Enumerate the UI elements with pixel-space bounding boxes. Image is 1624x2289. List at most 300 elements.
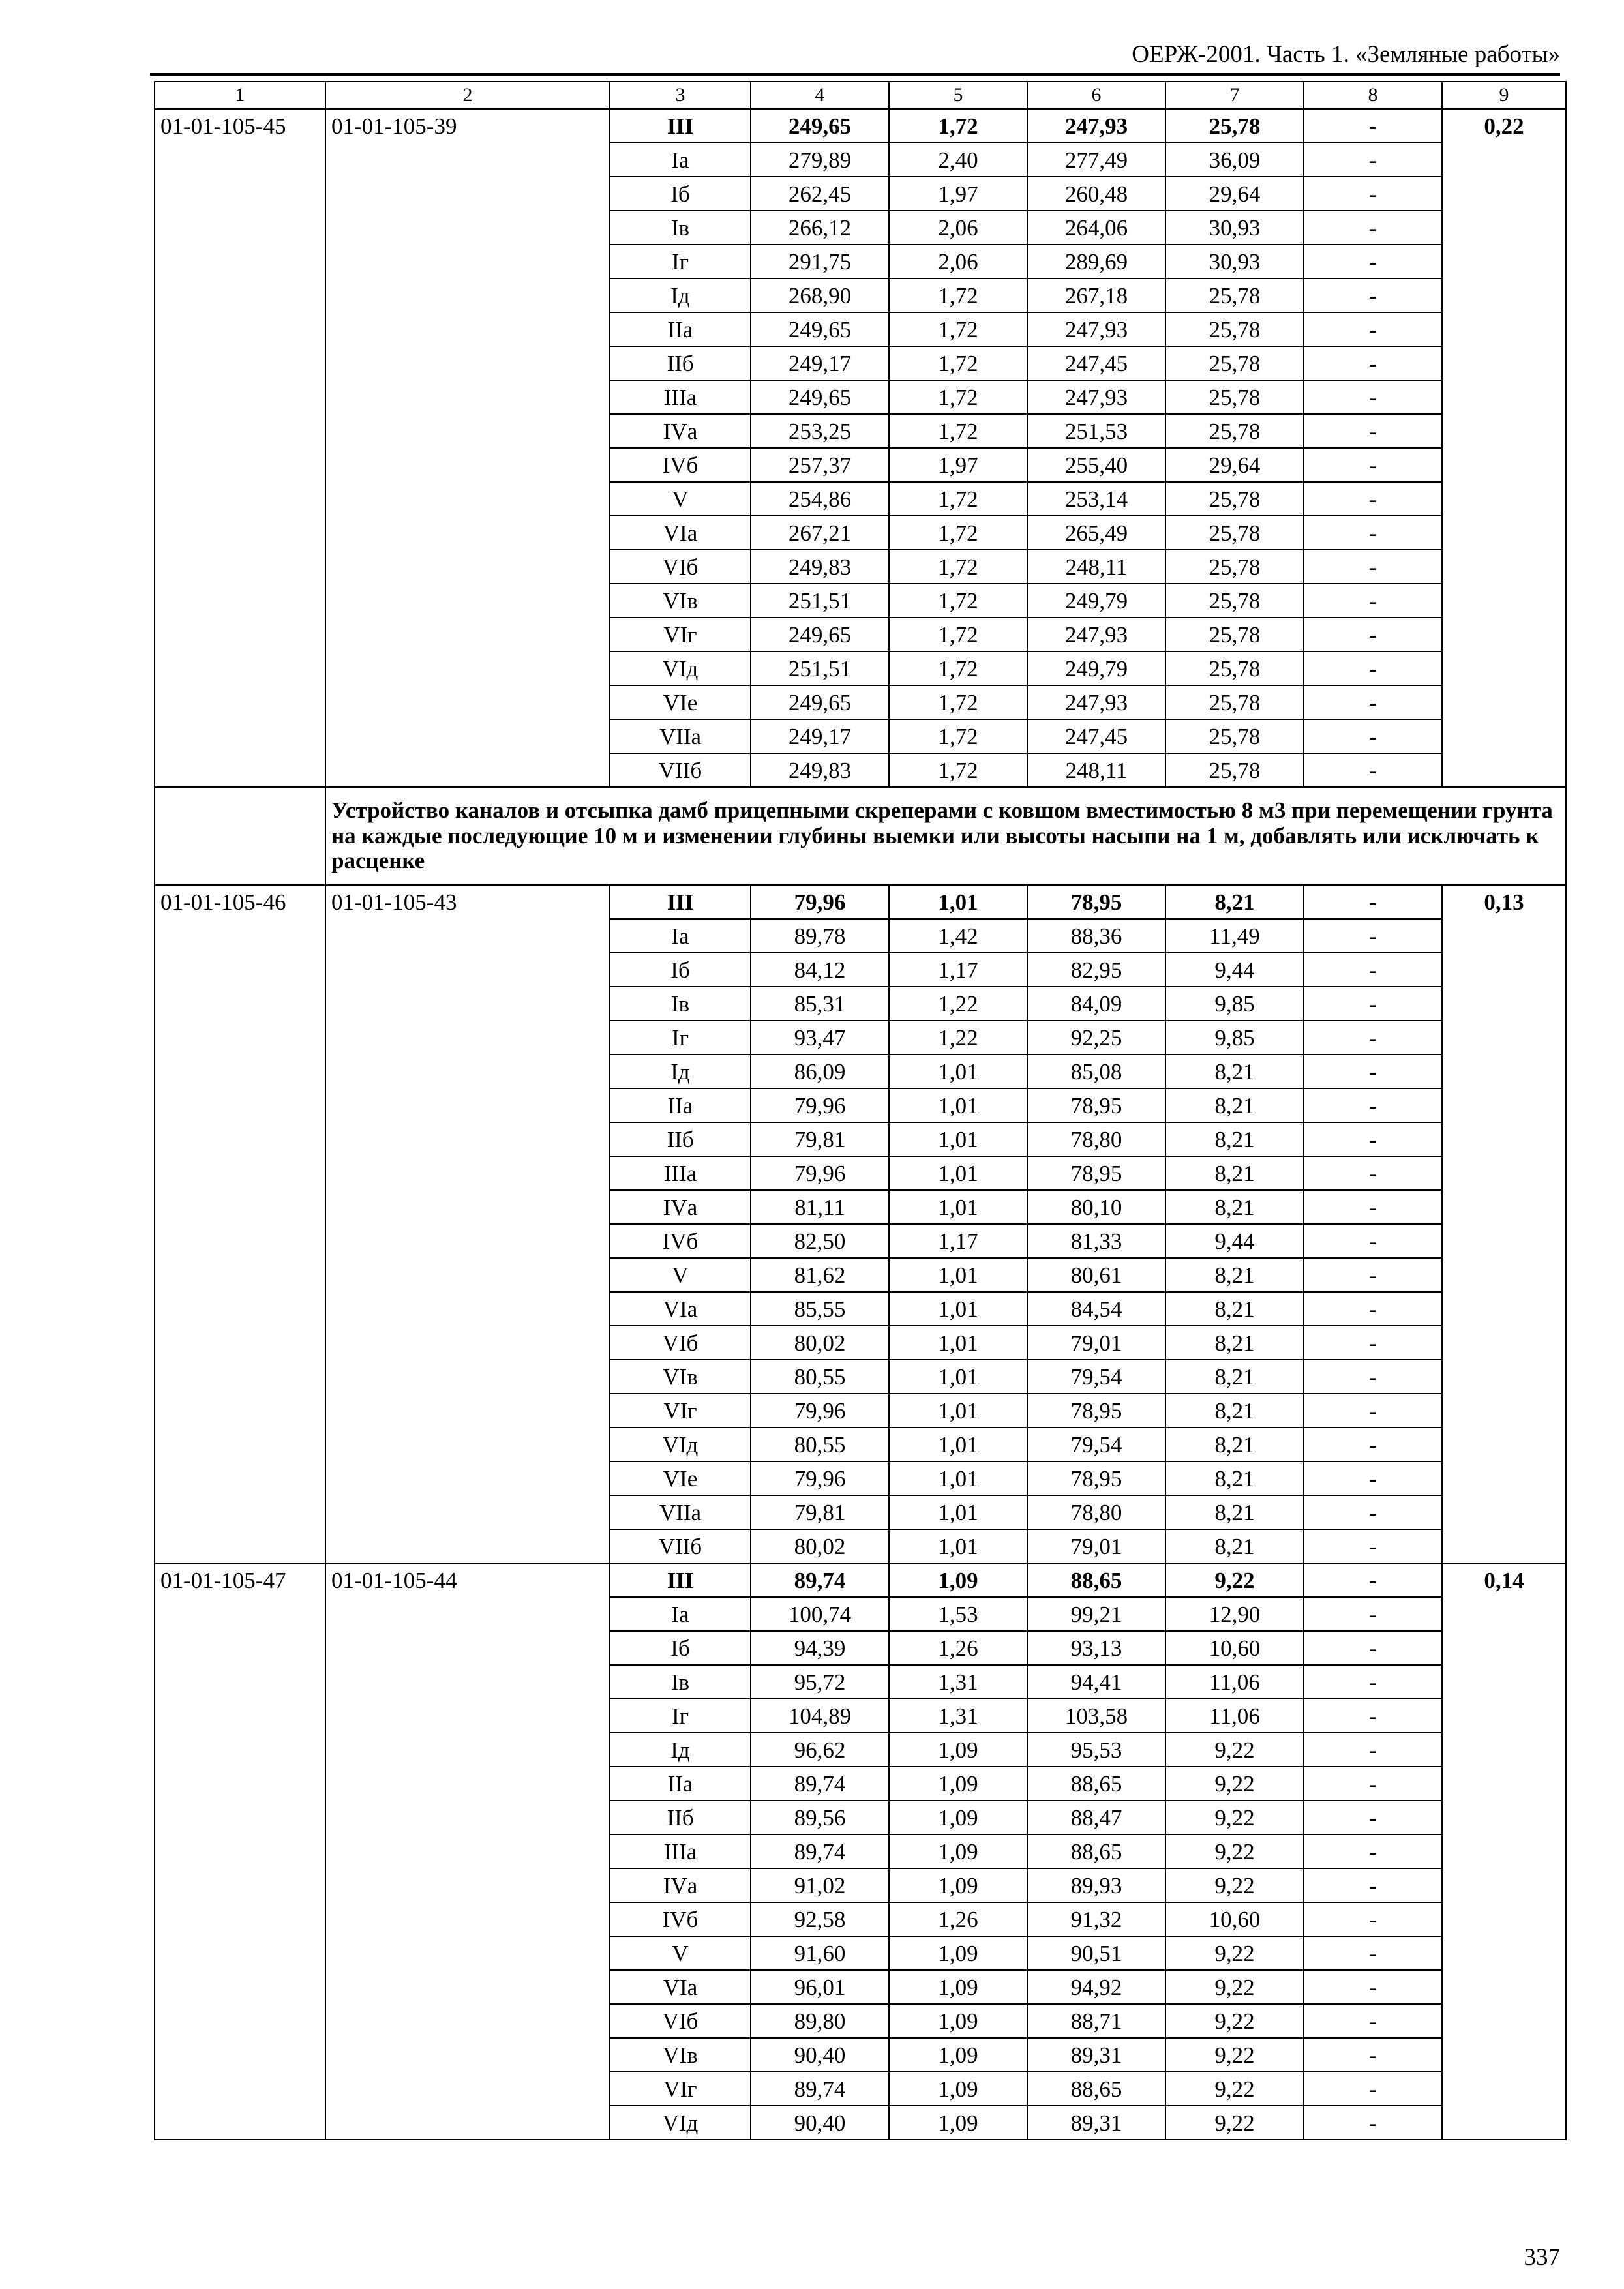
value-cell: 79,81 bbox=[751, 1495, 889, 1529]
page-header: ОЕРЖ-2001. Часть 1. «Земляные работы» bbox=[1132, 41, 1560, 68]
value-cell: 267,18 bbox=[1027, 278, 1165, 312]
value-cell: 89,80 bbox=[751, 2004, 889, 2038]
value-cell: 1,72 bbox=[889, 414, 1027, 448]
value-cell: 277,49 bbox=[1027, 143, 1165, 177]
value-cell: - bbox=[1304, 1902, 1442, 1936]
column-number: 8 bbox=[1304, 82, 1442, 109]
value-cell: 90,40 bbox=[751, 2106, 889, 2140]
value-cell: 1,72 bbox=[889, 753, 1027, 787]
value-cell: 1,01 bbox=[889, 1326, 1027, 1360]
value-cell: 29,64 bbox=[1165, 177, 1304, 211]
labor-cost-cell: 0,22 bbox=[1442, 109, 1566, 787]
value-cell: 92,25 bbox=[1027, 1021, 1165, 1055]
value-cell: 8,21 bbox=[1165, 1292, 1304, 1326]
value-cell: 249,83 bbox=[751, 753, 889, 787]
value-cell: 84,54 bbox=[1027, 1292, 1165, 1326]
value-cell: 25,78 bbox=[1165, 414, 1304, 448]
zone-cell: VIIб bbox=[610, 1529, 751, 1563]
zone-cell: Iд bbox=[610, 278, 751, 312]
zone-cell: VIг bbox=[610, 2072, 751, 2106]
value-cell: - bbox=[1304, 1428, 1442, 1461]
value-cell: 78,80 bbox=[1027, 1122, 1165, 1156]
value-cell: 1,01 bbox=[889, 1055, 1027, 1088]
value-cell: 9,22 bbox=[1165, 2004, 1304, 2038]
value-cell: - bbox=[1304, 1292, 1442, 1326]
value-cell: 25,78 bbox=[1165, 584, 1304, 618]
value-cell: 247,93 bbox=[1027, 618, 1165, 651]
column-number: 1 bbox=[155, 82, 325, 109]
value-cell: 1,09 bbox=[889, 1970, 1027, 2004]
value-cell: 249,79 bbox=[1027, 584, 1165, 618]
value-cell: 78,95 bbox=[1027, 885, 1165, 919]
value-cell: 85,31 bbox=[751, 987, 889, 1021]
column-number: 4 bbox=[751, 82, 889, 109]
value-cell: 88,65 bbox=[1027, 2072, 1165, 2106]
value-cell: - bbox=[1304, 278, 1442, 312]
value-cell: 81,33 bbox=[1027, 1224, 1165, 1258]
value-cell: 8,21 bbox=[1165, 1326, 1304, 1360]
value-cell: - bbox=[1304, 346, 1442, 380]
value-cell: - bbox=[1304, 651, 1442, 685]
table-body bbox=[155, 82, 1566, 2140]
value-cell: - bbox=[1304, 1529, 1442, 1563]
value-cell: 9,22 bbox=[1165, 2038, 1304, 2072]
value-cell: 264,06 bbox=[1027, 211, 1165, 245]
value-cell: 1,01 bbox=[889, 1258, 1027, 1292]
value-cell: - bbox=[1304, 618, 1442, 651]
value-cell: 8,21 bbox=[1165, 1529, 1304, 1563]
value-cell: 1,72 bbox=[889, 651, 1027, 685]
base-rate-code-cell: 01-01-105-39 bbox=[325, 109, 610, 787]
value-cell: 9,22 bbox=[1165, 1868, 1304, 1902]
value-cell: - bbox=[1304, 2038, 1442, 2072]
value-cell: 9,85 bbox=[1165, 987, 1304, 1021]
value-cell: 1,17 bbox=[889, 1224, 1027, 1258]
rate-code-cell: 01-01-105-45 bbox=[155, 109, 325, 787]
value-cell: 249,17 bbox=[751, 719, 889, 753]
value-cell: - bbox=[1304, 1868, 1442, 1902]
value-cell: 1,09 bbox=[889, 1868, 1027, 1902]
value-cell: - bbox=[1304, 685, 1442, 719]
value-cell: 1,01 bbox=[889, 1360, 1027, 1394]
value-cell: 79,54 bbox=[1027, 1360, 1165, 1394]
value-cell: 1,17 bbox=[889, 953, 1027, 987]
zone-cell: III bbox=[610, 109, 751, 143]
value-cell: 25,78 bbox=[1165, 516, 1304, 550]
value-cell: 9,22 bbox=[1165, 1563, 1304, 1597]
value-cell: 249,65 bbox=[751, 109, 889, 143]
value-cell: 80,02 bbox=[751, 1529, 889, 1563]
value-cell: 92,58 bbox=[751, 1902, 889, 1936]
zone-cell: Iб bbox=[610, 1631, 751, 1665]
value-cell: 79,96 bbox=[751, 1461, 889, 1495]
value-cell: - bbox=[1304, 753, 1442, 787]
value-cell: 253,25 bbox=[751, 414, 889, 448]
description-blank-cell bbox=[155, 787, 325, 885]
value-cell: 279,89 bbox=[751, 143, 889, 177]
value-cell: 11,06 bbox=[1165, 1665, 1304, 1699]
base-rate-code-cell: 01-01-105-44 bbox=[325, 1563, 610, 2140]
value-cell: 248,11 bbox=[1027, 550, 1165, 584]
value-cell: 25,78 bbox=[1165, 618, 1304, 651]
value-cell: 88,71 bbox=[1027, 2004, 1165, 2038]
zone-cell: IIIа bbox=[610, 1834, 751, 1868]
value-cell: 79,96 bbox=[751, 1394, 889, 1428]
value-cell: 88,65 bbox=[1027, 1767, 1165, 1801]
value-cell: 249,65 bbox=[751, 380, 889, 414]
value-cell: 79,81 bbox=[751, 1122, 889, 1156]
value-cell: - bbox=[1304, 1190, 1442, 1224]
value-cell: 89,74 bbox=[751, 1767, 889, 1801]
value-cell: 80,02 bbox=[751, 1326, 889, 1360]
zone-cell: IIб bbox=[610, 1801, 751, 1834]
value-cell: 80,55 bbox=[751, 1428, 889, 1461]
value-cell: 94,92 bbox=[1027, 1970, 1165, 2004]
value-cell: - bbox=[1304, 1495, 1442, 1529]
value-cell: 25,78 bbox=[1165, 685, 1304, 719]
value-cell: 1,09 bbox=[889, 1801, 1027, 1834]
zone-cell: V bbox=[610, 1258, 751, 1292]
value-cell: 1,01 bbox=[889, 1428, 1027, 1461]
value-cell: - bbox=[1304, 550, 1442, 584]
value-cell: 91,32 bbox=[1027, 1902, 1165, 1936]
value-cell: 93,47 bbox=[751, 1021, 889, 1055]
value-cell: 89,56 bbox=[751, 1801, 889, 1834]
value-cell: 25,78 bbox=[1165, 651, 1304, 685]
value-cell: - bbox=[1304, 1631, 1442, 1665]
zone-cell: IIа bbox=[610, 1767, 751, 1801]
zone-cell: Iв bbox=[610, 987, 751, 1021]
value-cell: 1,72 bbox=[889, 685, 1027, 719]
value-cell: 85,55 bbox=[751, 1292, 889, 1326]
value-cell: - bbox=[1304, 719, 1442, 753]
value-cell: 89,31 bbox=[1027, 2038, 1165, 2072]
value-cell: 89,93 bbox=[1027, 1868, 1165, 1902]
value-cell: - bbox=[1304, 1326, 1442, 1360]
rate-code-cell: 01-01-105-47 bbox=[155, 1563, 325, 2140]
value-cell: 89,31 bbox=[1027, 2106, 1165, 2140]
zone-cell: V bbox=[610, 1936, 751, 1970]
value-cell: - bbox=[1304, 177, 1442, 211]
zone-cell: VIа bbox=[610, 1970, 751, 2004]
value-cell: - bbox=[1304, 245, 1442, 278]
zone-cell: Iв bbox=[610, 211, 751, 245]
zone-cell: VIв bbox=[610, 2038, 751, 2072]
column-number: 3 bbox=[610, 82, 751, 109]
value-cell: 88,36 bbox=[1027, 919, 1165, 953]
rate-code-cell: 01-01-105-46 bbox=[155, 885, 325, 1563]
zone-cell: Iа bbox=[610, 143, 751, 177]
zone-cell: IVб bbox=[610, 1902, 751, 1936]
value-cell: 1,01 bbox=[889, 1156, 1027, 1190]
value-cell: 103,58 bbox=[1027, 1699, 1165, 1733]
value-cell: 289,69 bbox=[1027, 245, 1165, 278]
value-cell: - bbox=[1304, 1563, 1442, 1597]
value-cell: 247,93 bbox=[1027, 312, 1165, 346]
value-cell: 1,01 bbox=[889, 1495, 1027, 1529]
zone-cell: III bbox=[610, 885, 751, 919]
value-cell: - bbox=[1304, 1122, 1442, 1156]
value-cell: - bbox=[1304, 1088, 1442, 1122]
zone-cell: Iа bbox=[610, 1597, 751, 1631]
value-cell: - bbox=[1304, 482, 1442, 516]
value-cell: - bbox=[1304, 448, 1442, 482]
value-cell: 1,09 bbox=[889, 2004, 1027, 2038]
value-cell: 25,78 bbox=[1165, 346, 1304, 380]
zone-cell: VIд bbox=[610, 2106, 751, 2140]
value-cell: 1,72 bbox=[889, 380, 1027, 414]
value-cell: 1,72 bbox=[889, 516, 1027, 550]
value-cell: 1,01 bbox=[889, 885, 1027, 919]
value-cell: - bbox=[1304, 109, 1442, 143]
value-cell: 89,74 bbox=[751, 1563, 889, 1597]
value-cell: 8,21 bbox=[1165, 1055, 1304, 1088]
value-cell: 267,21 bbox=[751, 516, 889, 550]
value-cell: - bbox=[1304, 1394, 1442, 1428]
value-cell: 249,65 bbox=[751, 618, 889, 651]
value-cell: 81,62 bbox=[751, 1258, 889, 1292]
value-cell: 251,51 bbox=[751, 584, 889, 618]
value-cell: 100,74 bbox=[751, 1597, 889, 1631]
value-cell: - bbox=[1304, 1936, 1442, 1970]
zone-cell: Iг bbox=[610, 245, 751, 278]
value-cell: 79,96 bbox=[751, 1156, 889, 1190]
value-cell: 1,72 bbox=[889, 312, 1027, 346]
header-rule bbox=[150, 73, 1560, 76]
value-cell: 84,12 bbox=[751, 953, 889, 987]
value-cell: 78,95 bbox=[1027, 1156, 1165, 1190]
value-cell: 1,01 bbox=[889, 1122, 1027, 1156]
section-description: Устройство каналов и отсыпка дамб прицепными скреперами с ковшом вместимостью 8 м3 при перемещении грунта на каждые последующие 10 м и изменении глубины выемки или высоты насыпи на 1 м, добавлять или исключать к расценке bbox=[325, 787, 1566, 885]
value-cell: 93,13 bbox=[1027, 1631, 1165, 1665]
value-cell: 1,09 bbox=[889, 1834, 1027, 1868]
zone-cell: VIа bbox=[610, 1292, 751, 1326]
value-cell: 8,21 bbox=[1165, 1088, 1304, 1122]
zone-cell: IIIа bbox=[610, 1156, 751, 1190]
value-cell: 30,93 bbox=[1165, 211, 1304, 245]
value-cell: 1,09 bbox=[889, 1767, 1027, 1801]
value-cell: 1,01 bbox=[889, 1190, 1027, 1224]
value-cell: 94,41 bbox=[1027, 1665, 1165, 1699]
value-cell: - bbox=[1304, 1767, 1442, 1801]
value-cell: 248,11 bbox=[1027, 753, 1165, 787]
value-cell: 1,09 bbox=[889, 1733, 1027, 1767]
table-row bbox=[155, 109, 1566, 143]
value-cell: - bbox=[1304, 380, 1442, 414]
value-cell: 249,83 bbox=[751, 550, 889, 584]
value-cell: 1,72 bbox=[889, 618, 1027, 651]
value-cell: - bbox=[1304, 2072, 1442, 2106]
value-cell: 79,01 bbox=[1027, 1529, 1165, 1563]
zone-cell: IIIа bbox=[610, 380, 751, 414]
value-cell: 78,95 bbox=[1027, 1461, 1165, 1495]
value-cell: 9,22 bbox=[1165, 1733, 1304, 1767]
value-cell: - bbox=[1304, 2106, 1442, 2140]
value-cell: 78,95 bbox=[1027, 1088, 1165, 1122]
zone-cell: VIе bbox=[610, 1461, 751, 1495]
value-cell: 268,90 bbox=[751, 278, 889, 312]
value-cell: 25,78 bbox=[1165, 380, 1304, 414]
value-cell: 249,65 bbox=[751, 685, 889, 719]
labor-cost-cell: 0,14 bbox=[1442, 1563, 1566, 2140]
zone-cell: VIIа bbox=[610, 1495, 751, 1529]
value-cell: 247,93 bbox=[1027, 109, 1165, 143]
value-cell: 90,51 bbox=[1027, 1936, 1165, 1970]
zone-cell: IVб bbox=[610, 448, 751, 482]
value-cell: 247,93 bbox=[1027, 380, 1165, 414]
value-cell: 251,51 bbox=[751, 651, 889, 685]
value-cell: 1,72 bbox=[889, 719, 1027, 753]
value-cell: 25,78 bbox=[1165, 753, 1304, 787]
value-cell: 8,21 bbox=[1165, 1190, 1304, 1224]
value-cell: 9,22 bbox=[1165, 1970, 1304, 2004]
value-cell: 90,40 bbox=[751, 2038, 889, 2072]
value-cell: 1,72 bbox=[889, 346, 1027, 380]
section-description-row bbox=[155, 787, 1566, 885]
value-cell: 25,78 bbox=[1165, 482, 1304, 516]
value-cell: - bbox=[1304, 987, 1442, 1021]
zone-cell: VIIб bbox=[610, 753, 751, 787]
value-cell: 1,53 bbox=[889, 1597, 1027, 1631]
zone-cell: IIа bbox=[610, 312, 751, 346]
value-cell: 82,50 bbox=[751, 1224, 889, 1258]
column-number: 2 bbox=[325, 82, 610, 109]
value-cell: 249,17 bbox=[751, 346, 889, 380]
value-cell: - bbox=[1304, 211, 1442, 245]
value-cell: 96,62 bbox=[751, 1733, 889, 1767]
value-cell: 9,22 bbox=[1165, 2072, 1304, 2106]
value-cell: 1,01 bbox=[889, 1461, 1027, 1495]
zone-cell: Iб bbox=[610, 953, 751, 987]
value-cell: 1,72 bbox=[889, 109, 1027, 143]
value-cell: 89,74 bbox=[751, 2072, 889, 2106]
value-cell: 291,75 bbox=[751, 245, 889, 278]
value-cell: - bbox=[1304, 414, 1442, 448]
value-cell: 254,86 bbox=[751, 482, 889, 516]
value-cell: 1,42 bbox=[889, 919, 1027, 953]
value-cell: - bbox=[1304, 953, 1442, 987]
value-cell: 262,45 bbox=[751, 177, 889, 211]
value-cell: - bbox=[1304, 584, 1442, 618]
value-cell: 1,97 bbox=[889, 177, 1027, 211]
value-cell: 80,10 bbox=[1027, 1190, 1165, 1224]
value-cell: 8,21 bbox=[1165, 1428, 1304, 1461]
value-cell: 1,01 bbox=[889, 1292, 1027, 1326]
value-cell: 265,49 bbox=[1027, 516, 1165, 550]
zone-cell: VIд bbox=[610, 1428, 751, 1461]
value-cell: 96,01 bbox=[751, 1970, 889, 2004]
zone-cell: IIа bbox=[610, 1088, 751, 1122]
value-cell: 8,21 bbox=[1165, 885, 1304, 919]
value-cell: 1,31 bbox=[889, 1699, 1027, 1733]
value-cell: - bbox=[1304, 919, 1442, 953]
value-cell: 9,22 bbox=[1165, 1936, 1304, 1970]
value-cell: 89,78 bbox=[751, 919, 889, 953]
value-cell: 1,09 bbox=[889, 2106, 1027, 2140]
zone-cell: Iв bbox=[610, 1665, 751, 1699]
value-cell: - bbox=[1304, 1461, 1442, 1495]
value-cell: 86,09 bbox=[751, 1055, 889, 1088]
value-cell: 25,78 bbox=[1165, 109, 1304, 143]
table-row bbox=[155, 1563, 1566, 1597]
value-cell: 79,96 bbox=[751, 1088, 889, 1122]
base-rate-code-cell: 01-01-105-43 bbox=[325, 885, 610, 1563]
value-cell: 1,26 bbox=[889, 1902, 1027, 1936]
value-cell: - bbox=[1304, 1665, 1442, 1699]
zone-cell: IVб bbox=[610, 1224, 751, 1258]
value-cell: 99,21 bbox=[1027, 1597, 1165, 1631]
value-cell: 1,72 bbox=[889, 482, 1027, 516]
value-cell: 9,44 bbox=[1165, 953, 1304, 987]
value-cell: - bbox=[1304, 1834, 1442, 1868]
value-cell: 1,22 bbox=[889, 1021, 1027, 1055]
value-cell: 12,90 bbox=[1165, 1597, 1304, 1631]
column-number: 5 bbox=[889, 82, 1027, 109]
zone-cell: VIг bbox=[610, 618, 751, 651]
value-cell: 2,06 bbox=[889, 245, 1027, 278]
zone-cell: Iб bbox=[610, 177, 751, 211]
value-cell: 30,93 bbox=[1165, 245, 1304, 278]
value-cell: 10,60 bbox=[1165, 1902, 1304, 1936]
zone-cell: Iг bbox=[610, 1021, 751, 1055]
value-cell: - bbox=[1304, 1801, 1442, 1834]
value-cell: 8,21 bbox=[1165, 1394, 1304, 1428]
value-cell: - bbox=[1304, 1224, 1442, 1258]
value-cell: - bbox=[1304, 516, 1442, 550]
zone-cell: VIв bbox=[610, 1360, 751, 1394]
value-cell: 88,65 bbox=[1027, 1563, 1165, 1597]
value-cell: - bbox=[1304, 1597, 1442, 1631]
rates-table bbox=[154, 81, 1567, 2140]
value-cell: - bbox=[1304, 1699, 1442, 1733]
value-cell: 251,53 bbox=[1027, 414, 1165, 448]
value-cell: 79,54 bbox=[1027, 1428, 1165, 1461]
zone-cell: VIб bbox=[610, 550, 751, 584]
value-cell: - bbox=[1304, 1021, 1442, 1055]
column-number-row bbox=[155, 82, 1566, 109]
value-cell: 78,80 bbox=[1027, 1495, 1165, 1529]
zone-cell: VIе bbox=[610, 685, 751, 719]
zone-cell: VIб bbox=[610, 2004, 751, 2038]
zone-cell: VIг bbox=[610, 1394, 751, 1428]
value-cell: 247,45 bbox=[1027, 719, 1165, 753]
value-cell: 8,21 bbox=[1165, 1461, 1304, 1495]
value-cell: 29,64 bbox=[1165, 448, 1304, 482]
value-cell: 91,02 bbox=[751, 1868, 889, 1902]
value-cell: - bbox=[1304, 1055, 1442, 1088]
value-cell: 78,95 bbox=[1027, 1394, 1165, 1428]
value-cell: 9,22 bbox=[1165, 1801, 1304, 1834]
zone-cell: Iг bbox=[610, 1699, 751, 1733]
value-cell: 79,01 bbox=[1027, 1326, 1165, 1360]
column-number: 6 bbox=[1027, 82, 1165, 109]
value-cell: - bbox=[1304, 1360, 1442, 1394]
value-cell: 80,55 bbox=[751, 1360, 889, 1394]
table-row bbox=[155, 885, 1566, 919]
value-cell: - bbox=[1304, 143, 1442, 177]
value-cell: 249,79 bbox=[1027, 651, 1165, 685]
value-cell: 1,72 bbox=[889, 550, 1027, 584]
zone-cell: VIб bbox=[610, 1326, 751, 1360]
zone-cell: IVа bbox=[610, 414, 751, 448]
value-cell: 88,65 bbox=[1027, 1834, 1165, 1868]
value-cell: 11,49 bbox=[1165, 919, 1304, 953]
value-cell: 1,09 bbox=[889, 1936, 1027, 1970]
value-cell: - bbox=[1304, 1156, 1442, 1190]
value-cell: 1,72 bbox=[889, 584, 1027, 618]
value-cell: 8,21 bbox=[1165, 1122, 1304, 1156]
value-cell: 257,37 bbox=[751, 448, 889, 482]
